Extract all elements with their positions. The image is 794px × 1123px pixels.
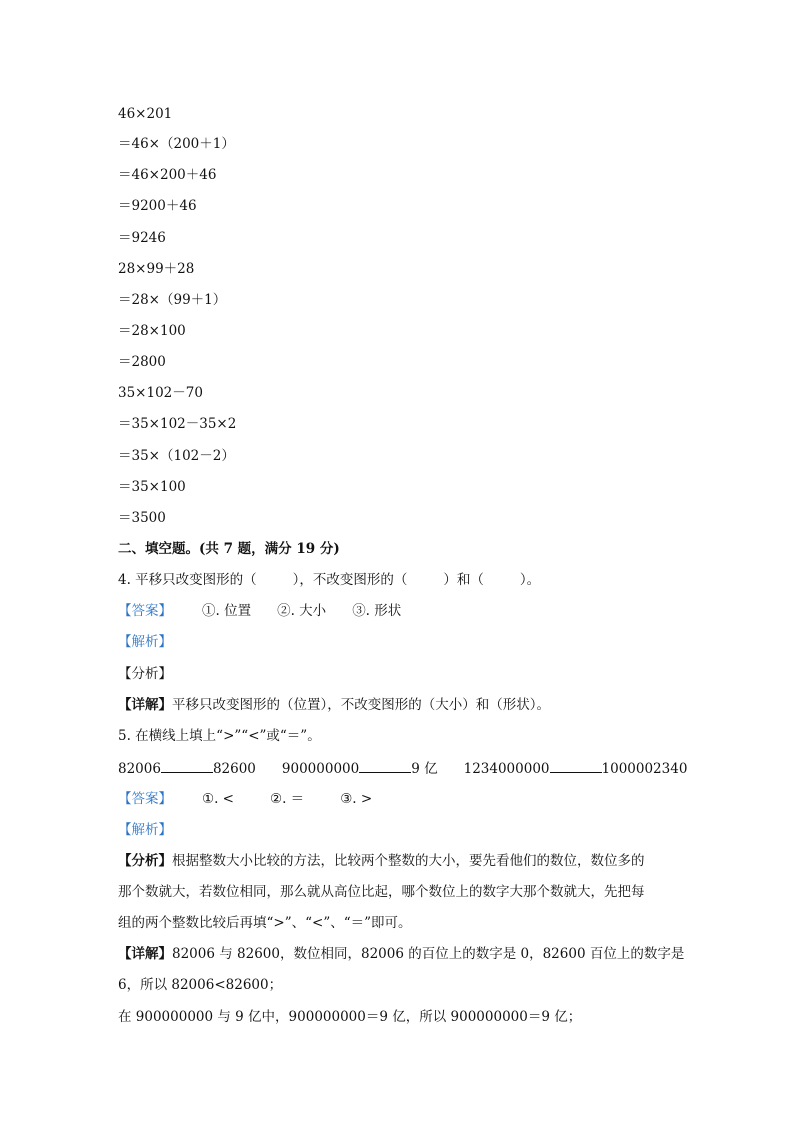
section-title: 二、填空题。(共 7 题，满分 19 分) bbox=[118, 541, 340, 557]
q5-item-1-left: 82006 bbox=[118, 761, 161, 777]
detail-tag: 【详解】 bbox=[118, 697, 172, 713]
q5-item-3-left: 1234000000 bbox=[463, 761, 550, 777]
q5-item-3-right: 1000002340 bbox=[601, 761, 688, 777]
calc-line: 28×99＋28 bbox=[118, 261, 195, 277]
q5-items bbox=[118, 758, 687, 779]
answer-tag: 【答案】 bbox=[118, 791, 172, 807]
q4-answer-3: ③. 形状 bbox=[352, 603, 402, 619]
calc-line: ＝46×（200＋1） bbox=[118, 136, 235, 152]
calc-line: 35×102－70 bbox=[118, 385, 203, 401]
q5-item-2-left: 900000000 bbox=[281, 761, 360, 777]
q5-item-1-right: 82600 bbox=[212, 761, 256, 777]
q5-fenxi-line: 根据整数大小比较的方法，比较两个整数的大小，要先看他们的数位，数位多的 bbox=[172, 853, 645, 869]
q5-fenxi bbox=[118, 851, 645, 871]
q5-fenxi-line: 那个数就大，若数位相同，那么就从高位比起，哪个数位上的数字大那个数就大，先把每 bbox=[118, 884, 645, 900]
q5-answer-2: ②. ＝ bbox=[270, 791, 305, 807]
q4-answer-1: ①. 位置 bbox=[202, 603, 252, 619]
q4-answer-line bbox=[118, 601, 401, 621]
detail-tag: 【详解】 bbox=[118, 946, 172, 962]
q5-answer-3: ③. > bbox=[340, 791, 373, 807]
answer-blank bbox=[550, 758, 602, 773]
question-4 bbox=[118, 570, 540, 590]
calc-line: ＝9200＋46 bbox=[118, 198, 197, 214]
q5-fenxi-line: 组的两个整数比较后再填“>”、“<”、“＝”即可。 bbox=[118, 915, 412, 931]
question-5: 5. 在横线上填上“>”“<”或“＝”。 bbox=[118, 728, 321, 744]
calc-line: ＝35×102－35×2 bbox=[118, 416, 237, 432]
calc-line: ＝35×100 bbox=[118, 479, 186, 495]
q4-answer-2: ②. 大小 bbox=[277, 603, 327, 619]
calc-line: ＝9246 bbox=[118, 230, 166, 246]
fenxi-tag: 【分析】 bbox=[118, 853, 172, 869]
calc-line: ＝46×200＋46 bbox=[118, 167, 217, 183]
q4-text-1: 4. 平移只改变图形的（ bbox=[118, 572, 257, 588]
q4-detail-text: 平移只改变图形的（位置），不改变图形的（大小）和（形状）。 bbox=[172, 697, 550, 713]
calc-line: ＝28×（99＋1） bbox=[118, 292, 227, 308]
fenxi-tag: 【分析】 bbox=[118, 666, 172, 682]
analysis-tag: 【解析】 bbox=[118, 822, 172, 838]
answer-blank bbox=[161, 758, 213, 773]
q5-detail-line: 6，所以 82006<82600； bbox=[118, 977, 283, 993]
answer-tag: 【答案】 bbox=[118, 603, 172, 619]
q4-detail bbox=[118, 695, 550, 715]
calc-line: ＝28×100 bbox=[118, 323, 186, 339]
calc-line: ＝2800 bbox=[118, 354, 166, 370]
calc-line: ＝35×（102－2） bbox=[118, 448, 235, 464]
q4-text-3: ）和（ bbox=[443, 572, 484, 588]
q4-text-4: ）。 bbox=[519, 572, 541, 588]
q5-detail-line: 在 900000000 与 9 亿中，900000000＝9 亿，所以 900000000＝9 亿； bbox=[118, 1009, 582, 1025]
q5-item-2-right: 9 亿 bbox=[411, 761, 438, 777]
q5-detail bbox=[118, 944, 684, 964]
q5-detail-line: 82006 与 82600，数位相同，82006 的百位上的数字是 0，82600 百位上的数字是 bbox=[172, 946, 685, 962]
q5-answer-line bbox=[118, 789, 372, 809]
calc-line: ＝3500 bbox=[118, 510, 166, 526]
analysis-tag: 【解析】 bbox=[118, 634, 172, 650]
answer-blank bbox=[359, 758, 411, 773]
q5-answer-1: ①. < bbox=[202, 791, 234, 807]
calc-line: 46×201 bbox=[118, 106, 173, 122]
q4-text-2: ），不改变图形的（ bbox=[292, 572, 408, 588]
